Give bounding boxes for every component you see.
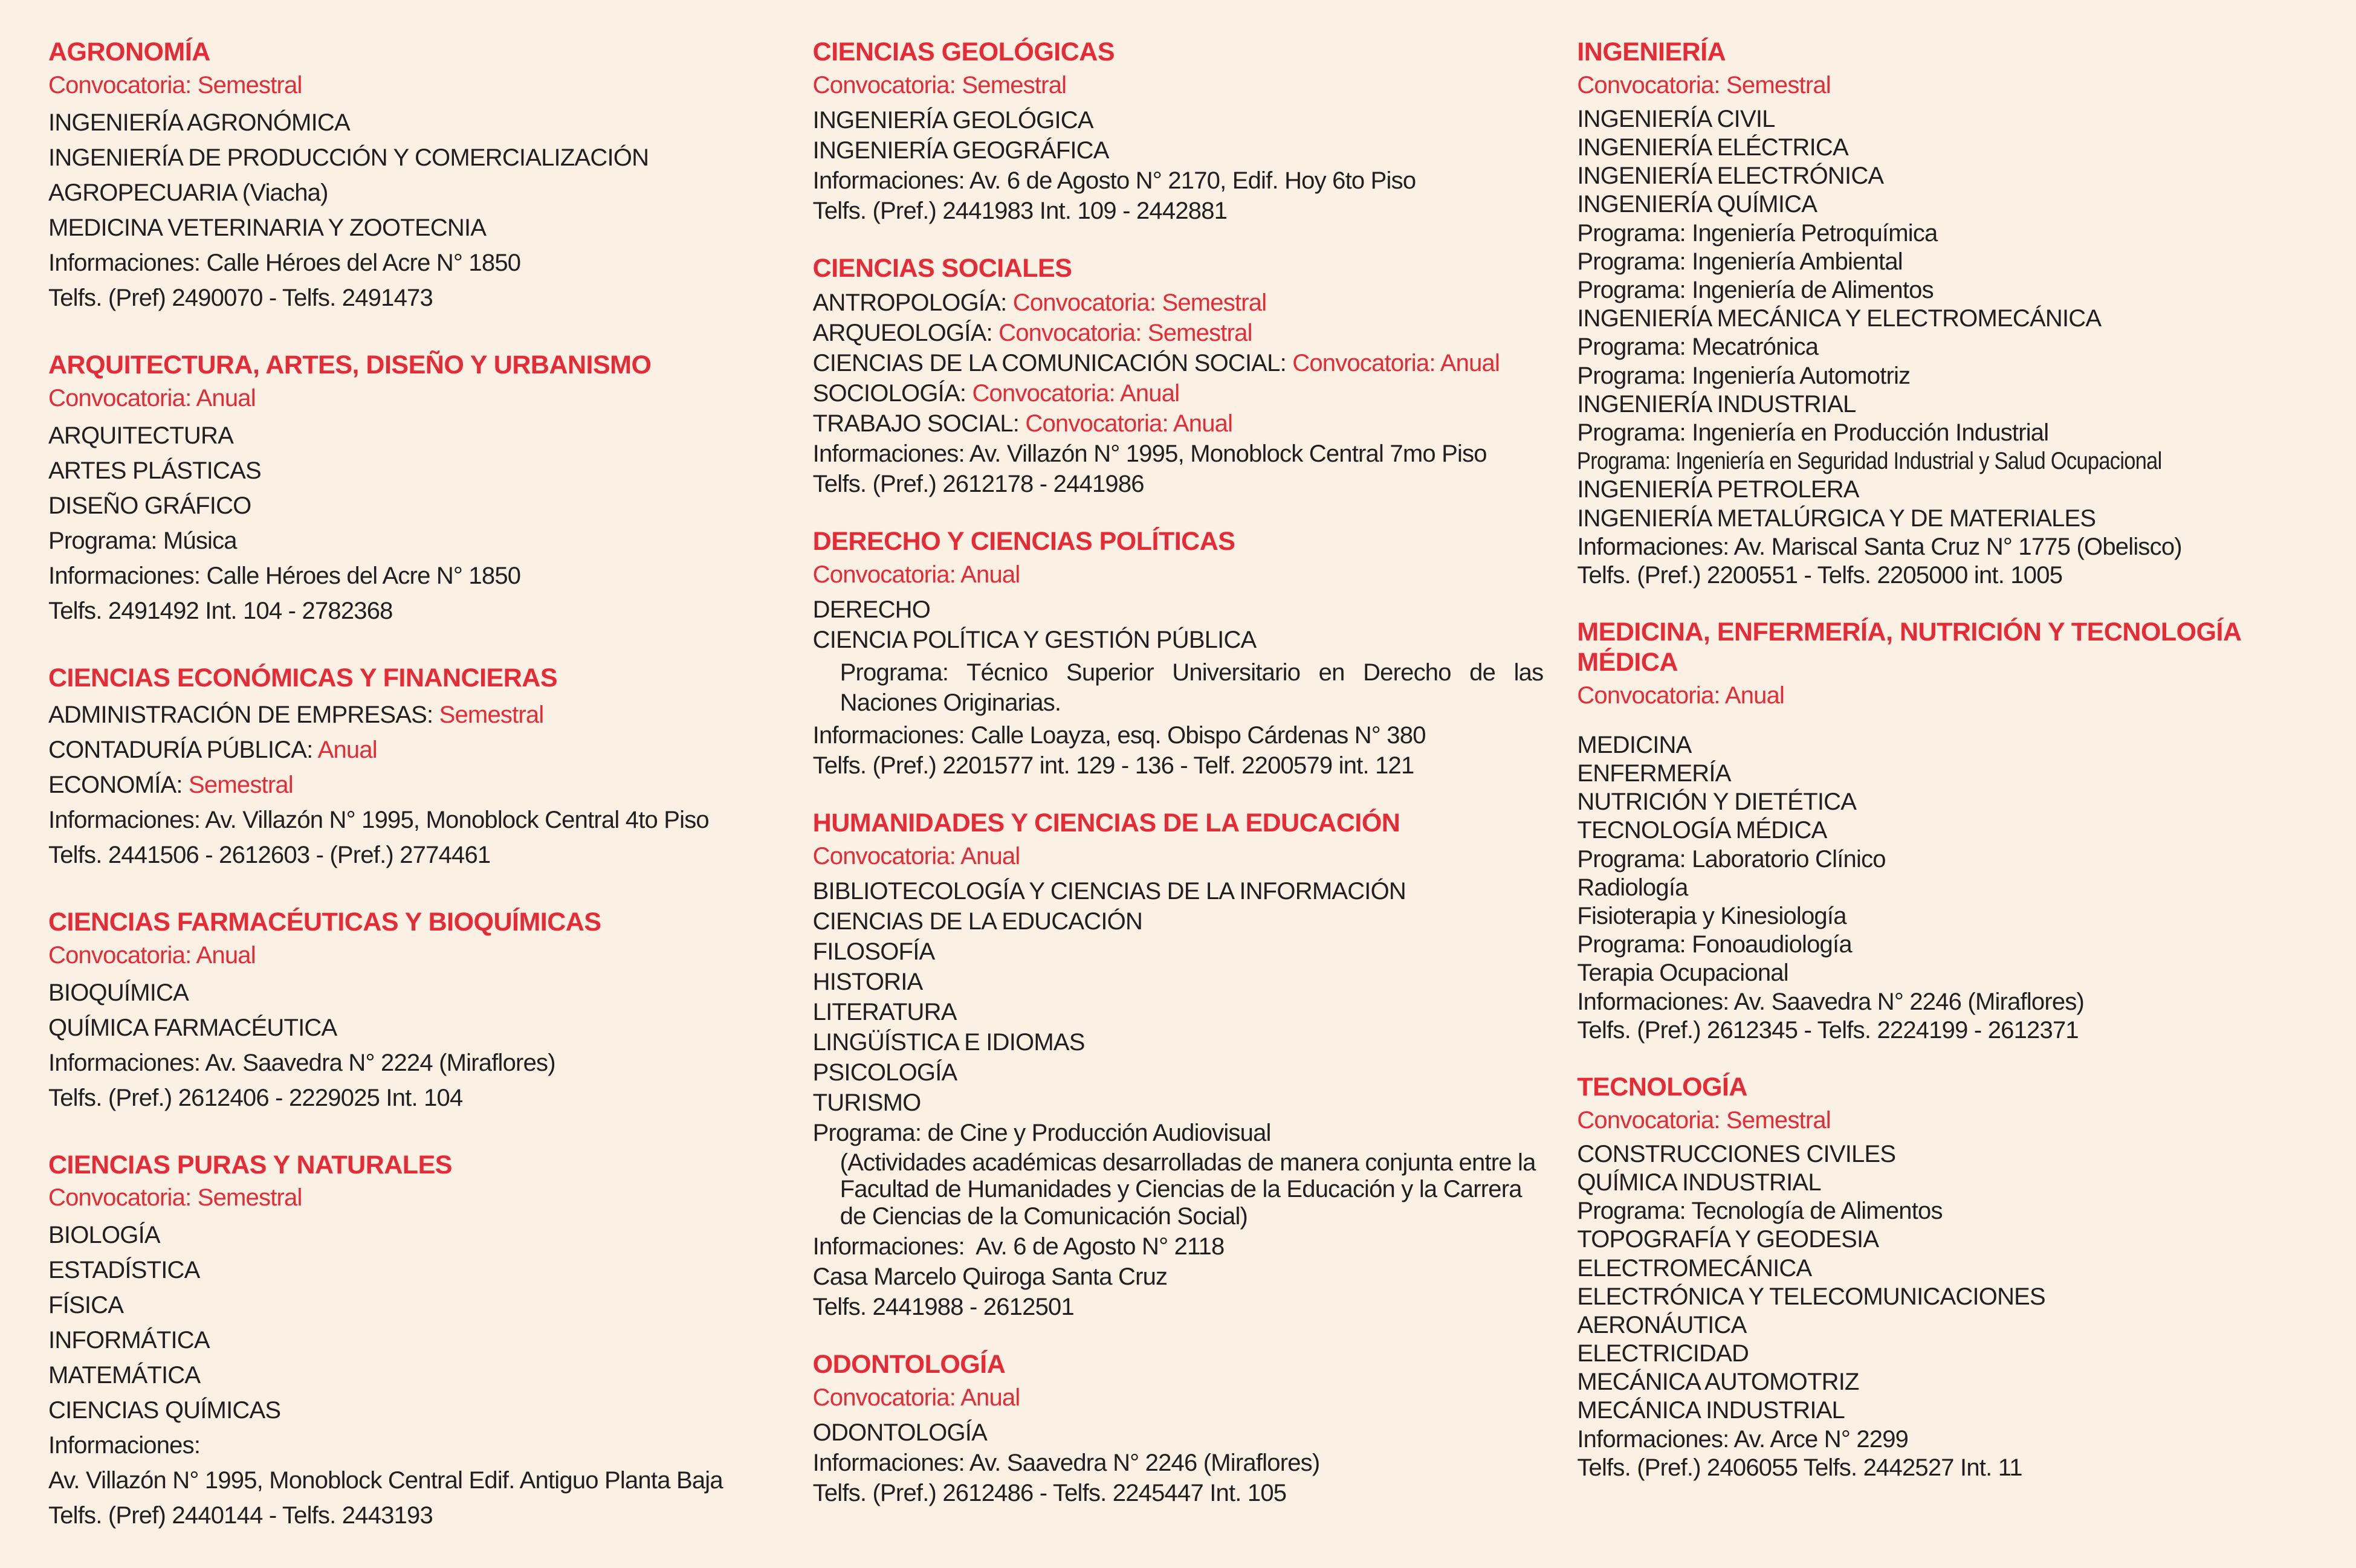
- faculty-section: [813, 254, 1544, 499]
- program-continuation: Terapia Ocupacional: [1577, 960, 1788, 987]
- career-name: TRABAJO SOCIAL:: [812, 410, 1026, 437]
- career-item: MATEMÁTICA: [48, 1362, 201, 1389]
- column-2: [813, 37, 1544, 1568]
- info-line: Informaciones:: [48, 1432, 201, 1459]
- column-3: [1577, 37, 2308, 1568]
- career-item: [813, 408, 1544, 439]
- career-item: BIOLOGÍA: [48, 1222, 160, 1249]
- convocatoria-label: Convocatoria: Anual: [1577, 682, 1785, 709]
- convocatoria-label: Convocatoria: Semestral: [48, 71, 302, 98]
- career-item: INGENIERÍA MECÁNICA Y ELECTROMECÁNICA: [1577, 305, 2102, 332]
- program-item: Programa: Música: [48, 527, 237, 554]
- info-line: Informaciones: Av. Villazón N° 1995, Monoblock Central 4to Piso: [48, 806, 709, 833]
- career-item: DISEÑO GRÁFICO: [48, 492, 251, 519]
- faculty-title: CIENCIAS PURAS Y NATURALES: [48, 1150, 452, 1179]
- faculty-title: ARQUITECTURA, ARTES, DISEÑO Y URBANISMO: [48, 350, 652, 379]
- program-item: [1577, 447, 2308, 476]
- program-item: Programa: Mecatrónica: [1577, 334, 1819, 361]
- faculty-title: CIENCIAS SOCIALES: [812, 253, 1072, 283]
- career-item: MECÁNICA AUTOMOTRIZ: [1577, 1369, 1859, 1396]
- program-item: Programa: Laboratorio Clínico: [1577, 845, 1886, 873]
- career-name: ANTROPOLOGÍA:: [812, 289, 1013, 316]
- career-item: ESTADÍSTICA: [48, 1257, 200, 1284]
- program-paragraph: Programa: Técnico Superior Universitario en Derecho de las Naciones Originarias.: [840, 659, 1544, 716]
- career-item: LITERATURA: [812, 998, 957, 1025]
- faculty-title: CIENCIAS GEOLÓGICAS: [812, 37, 1115, 66]
- career-item: INGENIERÍA GEOLÓGICA: [812, 106, 1093, 134]
- career-item: PSICOLOGÍA: [812, 1059, 957, 1086]
- info-line: Telfs. (Pref.) 2612486 - Telfs. 2245447 Int. 105: [812, 1479, 1287, 1506]
- career-item: ARTES PLÁSTICAS: [48, 457, 261, 484]
- info-line: Telfs. (Pref.) 2612406 - 2229025 Int. 104: [48, 1084, 463, 1111]
- career-item: INGENIERÍA INDUSTRIAL: [1577, 390, 1856, 418]
- convocatoria-label: Convocatoria: Semestral: [1577, 71, 1831, 98]
- career-name: ADMINISTRACIÓN DE EMPRESAS:: [48, 701, 439, 728]
- career-item: INGENIERÍA ELECTRÓNICA: [1577, 163, 1884, 190]
- info-line: Informaciones: Av. 6 de Agosto N° 2170, Edif. Hoy 6to Piso: [812, 167, 1416, 194]
- program-text: Programa: Ingeniería en Seguridad Industrial y Salud Ocupacional: [1577, 448, 2162, 475]
- convocatoria-inline: Semestral: [189, 771, 293, 798]
- convocatoria-inline: Convocatoria: Semestral: [1012, 289, 1267, 316]
- career-item: FILOSOFÍA: [812, 938, 935, 965]
- program-note: (Actividades académicas desarrolladas de manera conjunta entre la Facultad de Humanidades y Ciencias de la Educación y la Carrera de Ciencias de la Comunicación Social): [840, 1149, 1536, 1230]
- info-line: Informaciones: Av. Villazón N° 1995, Monoblock Central 7mo Piso: [812, 440, 1487, 467]
- faculty-title: CIENCIAS ECONÓMICAS Y FINANCIERAS: [48, 663, 558, 692]
- career-item: [48, 767, 779, 802]
- program-item: Programa: de Cine y Producción Audiovisual: [812, 1119, 1271, 1146]
- career-item: CONSTRUCCIONES CIVILES: [1577, 1140, 1896, 1167]
- career-item: AGROPECUARIA (Viacha): [48, 179, 328, 206]
- info-line: Informaciones: Av. Arce N° 2299: [1577, 1425, 1909, 1453]
- info-line: Telfs. 2441506 - 2612603 - (Pref.) 2774461: [48, 841, 491, 868]
- career-item: INFORMÁTICA: [48, 1327, 210, 1354]
- career-item: ARQUITECTURA: [48, 422, 233, 449]
- career-item: DERECHO: [812, 596, 931, 623]
- career-item: ELECTROMECÁNICA: [1577, 1254, 1812, 1282]
- career-item: MECÁNICA INDUSTRIAL: [1577, 1397, 1845, 1424]
- program-item: Programa: Ingeniería Petroquímica: [1577, 219, 1938, 247]
- info-line: Telfs. (Pref) 2490070 - Telfs. 2491473: [48, 284, 433, 311]
- faculty-section: [48, 663, 779, 873]
- convocatoria-inline: Semestral: [439, 701, 544, 728]
- program-item: Programa: Fonoaudiología: [1577, 931, 1852, 958]
- career-item: [813, 288, 1544, 318]
- program-continuation: Radiología: [1577, 874, 1688, 901]
- convocatoria-inline: Anual: [317, 736, 377, 763]
- career-item: CIENCIAS DE LA EDUCACIÓN: [812, 908, 1143, 935]
- career-item: INGENIERÍA GEOGRÁFICA: [812, 137, 1109, 164]
- info-line: Telfs. 2491492 Int. 104 - 2782368: [48, 597, 393, 624]
- program-item: Programa: Tecnología de Alimentos: [1577, 1198, 1943, 1225]
- career-item: INGENIERÍA CIVIL: [1577, 105, 1775, 132]
- convocatoria-inline: Convocatoria: Anual: [1292, 349, 1500, 376]
- program-item: Programa: Ingeniería de Alimentos: [1577, 277, 1934, 303]
- faculty-title: MEDICINA, ENFERMERÍA, NUTRICIÓN Y TECNOLOGÍA MÉDICA: [1577, 618, 2241, 677]
- career-item: BIOQUÍMICA: [48, 979, 189, 1006]
- program-item: Programa: Ingeniería Ambiental: [1577, 248, 1903, 275]
- faculty-title: AGRONOMÍA: [48, 37, 210, 66]
- faculty-section: [48, 37, 779, 315]
- info-line: Telfs. (Pref.) 2612345 - Telfs. 2224199 - 2612371: [1577, 1016, 2079, 1044]
- faculty-title: HUMANIDADES Y CIENCIAS DE LA EDUCACIÓN: [812, 808, 1400, 837]
- program-continuation: Fisioterapia y Kinesiología: [1577, 902, 1846, 929]
- info-line: Informaciones: Av. 6 de Agosto N° 2118: [812, 1233, 1225, 1260]
- info-line: Informaciones: Calle Héroes del Acre N° 1850: [48, 562, 521, 589]
- career-item: INGENIERÍA ELÉCTRICA: [1577, 134, 1848, 161]
- faculty-section: [48, 908, 779, 1115]
- info-line: Informaciones: Av. Mariscal Santa Cruz N° 1775 (Obelisco): [1577, 533, 2182, 560]
- faculty-section: [813, 1350, 1544, 1508]
- program-item: Programa: Ingeniería en Producción Industrial: [1577, 419, 2049, 446]
- info-line: Casa Marcelo Quiroga Santa Cruz: [812, 1263, 1168, 1290]
- info-line: Telfs. (Pref.) 2200551 - Telfs. 2205000 int. 1005: [1577, 561, 2063, 589]
- career-item: MEDICINA VETERINARIA Y ZOOTECNIA: [48, 214, 487, 241]
- info-line: Telfs. (Pref.) 2406055 Telfs. 2442527 Int. 11: [1577, 1454, 2022, 1481]
- career-item: QUÍMICA FARMACÉUTICA: [48, 1014, 337, 1041]
- career-item: INGENIERÍA AGRONÓMICA: [48, 109, 350, 136]
- info-line: Informaciones: Calle Héroes del Acre N° 1850: [48, 249, 521, 276]
- career-item: MEDICINA: [1577, 731, 1692, 758]
- convocatoria-inline: Convocatoria: Anual: [972, 379, 1180, 407]
- faculty-section: [1577, 37, 2308, 590]
- convocatoria-inline: Convocatoria: Anual: [1025, 410, 1233, 437]
- faculty-section: [813, 527, 1544, 781]
- career-item: ELECTRICIDAD: [1577, 1340, 1749, 1367]
- career-item: CIENCIA POLÍTICA Y GESTIÓN PÚBLICA: [812, 626, 1257, 653]
- faculty-section: [813, 37, 1544, 226]
- info-line: Telfs. (Pref.) 2441983 Int. 109 - 2442881: [812, 197, 1228, 224]
- info-line: Av. Villazón N° 1995, Monoblock Central Edif. Antiguo Planta Baja: [48, 1467, 723, 1494]
- convocatoria-label: Convocatoria: Semestral: [48, 1184, 302, 1211]
- faculty-title: TECNOLOGÍA: [1577, 1072, 1747, 1102]
- faculty-title: CIENCIAS FARMACÉUTICAS Y BIOQUÍMICAS: [48, 907, 601, 937]
- career-item: INGENIERÍA QUÍMICA: [1577, 191, 1817, 218]
- career-item: QUÍMICA INDUSTRIAL: [1577, 1169, 1821, 1196]
- career-item: INGENIERÍA DE PRODUCCIÓN Y COMERCIALIZACIÓN: [48, 144, 649, 171]
- faculty-title: ODONTOLOGÍA: [812, 1349, 1006, 1379]
- career-item: HISTORIA: [812, 968, 923, 995]
- career-item: [48, 697, 779, 732]
- faculty-title: DERECHO Y CIENCIAS POLÍTICAS: [812, 526, 1235, 556]
- career-item: TOPOGRAFÍA Y GEODESIA: [1577, 1226, 1879, 1253]
- info-line: Telfs. (Pref.) 2612178 - 2441986: [812, 470, 1144, 497]
- career-item: [813, 318, 1544, 348]
- career-item: TURISMO: [812, 1089, 921, 1116]
- faculty-section: [48, 1150, 779, 1534]
- convocatoria-label: Convocatoria: Anual: [48, 384, 256, 411]
- career-name: CONTADURÍA PÚBLICA:: [48, 736, 318, 763]
- career-item: ENFERMERÍA: [1577, 760, 1731, 787]
- convocatoria-label: Convocatoria: Semestral: [1577, 1106, 1831, 1134]
- faculty-section: [1577, 618, 2308, 1045]
- column-1: [48, 37, 779, 1568]
- info-line: Informaciones: Av. Saavedra N° 2246 (Miraflores): [1577, 988, 2085, 1015]
- convocatoria-label: Convocatoria: Anual: [812, 842, 1020, 869]
- convocatoria-label: Convocatoria: Semestral: [812, 71, 1067, 98]
- career-item: AERONÁUTICA: [1577, 1311, 1747, 1338]
- program-item: Programa: Ingeniería Automotriz: [1577, 362, 1911, 389]
- info-line: Informaciones: Av. Saavedra N° 2224 (Miraflores): [48, 1049, 555, 1076]
- career-item: BIBLIOTECOLOGÍA Y CIENCIAS DE LA INFORMACIÓN: [812, 877, 1406, 905]
- career-name: ECONOMÍA:: [48, 771, 189, 798]
- info-line: Telfs. (Pref) 2440144 - Telfs. 2443193: [48, 1502, 433, 1529]
- career-item: [813, 378, 1544, 408]
- career-item: [813, 348, 1544, 378]
- info-line: Informaciones: Calle Loayza, esq. Obispo Cárdenas N° 380: [812, 721, 1426, 749]
- career-item: INGENIERÍA PETROLERA: [1577, 476, 1859, 503]
- faculty-section: [813, 808, 1544, 1322]
- info-line: Informaciones: Av. Saavedra N° 2246 (Miraflores): [812, 1449, 1320, 1476]
- career-name: SOCIOLOGÍA:: [812, 379, 972, 407]
- career-item: LINGÜÍSTICA E IDIOMAS: [812, 1028, 1085, 1056]
- career-item: INGENIERÍA METALÚRGICA Y DE MATERIALES: [1577, 505, 2096, 532]
- faculty-section: [48, 350, 779, 628]
- faculty-title: INGENIERÍA: [1577, 37, 1726, 66]
- info-line: Telfs. 2441988 - 2612501: [812, 1293, 1074, 1320]
- faculty-section: [1577, 1073, 2308, 1482]
- career-item: FÍSICA: [48, 1292, 124, 1319]
- career-name: CIENCIAS DE LA COMUNICACIÓN SOCIAL:: [812, 349, 1293, 376]
- career-item: ELECTRÓNICA Y TELECOMUNICACIONES: [1577, 1283, 2045, 1310]
- convocatoria-label: Convocatoria: Anual: [812, 1384, 1020, 1411]
- career-item: TECNOLOGÍA MÉDICA: [1577, 817, 1827, 844]
- career-item: [48, 732, 779, 767]
- convocatoria-label: Convocatoria: Anual: [812, 561, 1020, 588]
- info-line: Telfs. (Pref.) 2201577 int. 129 - 136 - Telf. 2200579 int. 121: [812, 752, 1414, 779]
- career-item: CIENCIAS QUÍMICAS: [48, 1397, 281, 1424]
- convocatoria-inline: Convocatoria: Semestral: [998, 319, 1252, 346]
- career-name: ARQUEOLOGÍA:: [812, 319, 999, 346]
- career-item: NUTRICIÓN Y DIETÉTICA: [1577, 789, 1857, 816]
- convocatoria-label: Convocatoria: Anual: [48, 941, 256, 969]
- career-item: ODONTOLOGÍA: [812, 1419, 987, 1446]
